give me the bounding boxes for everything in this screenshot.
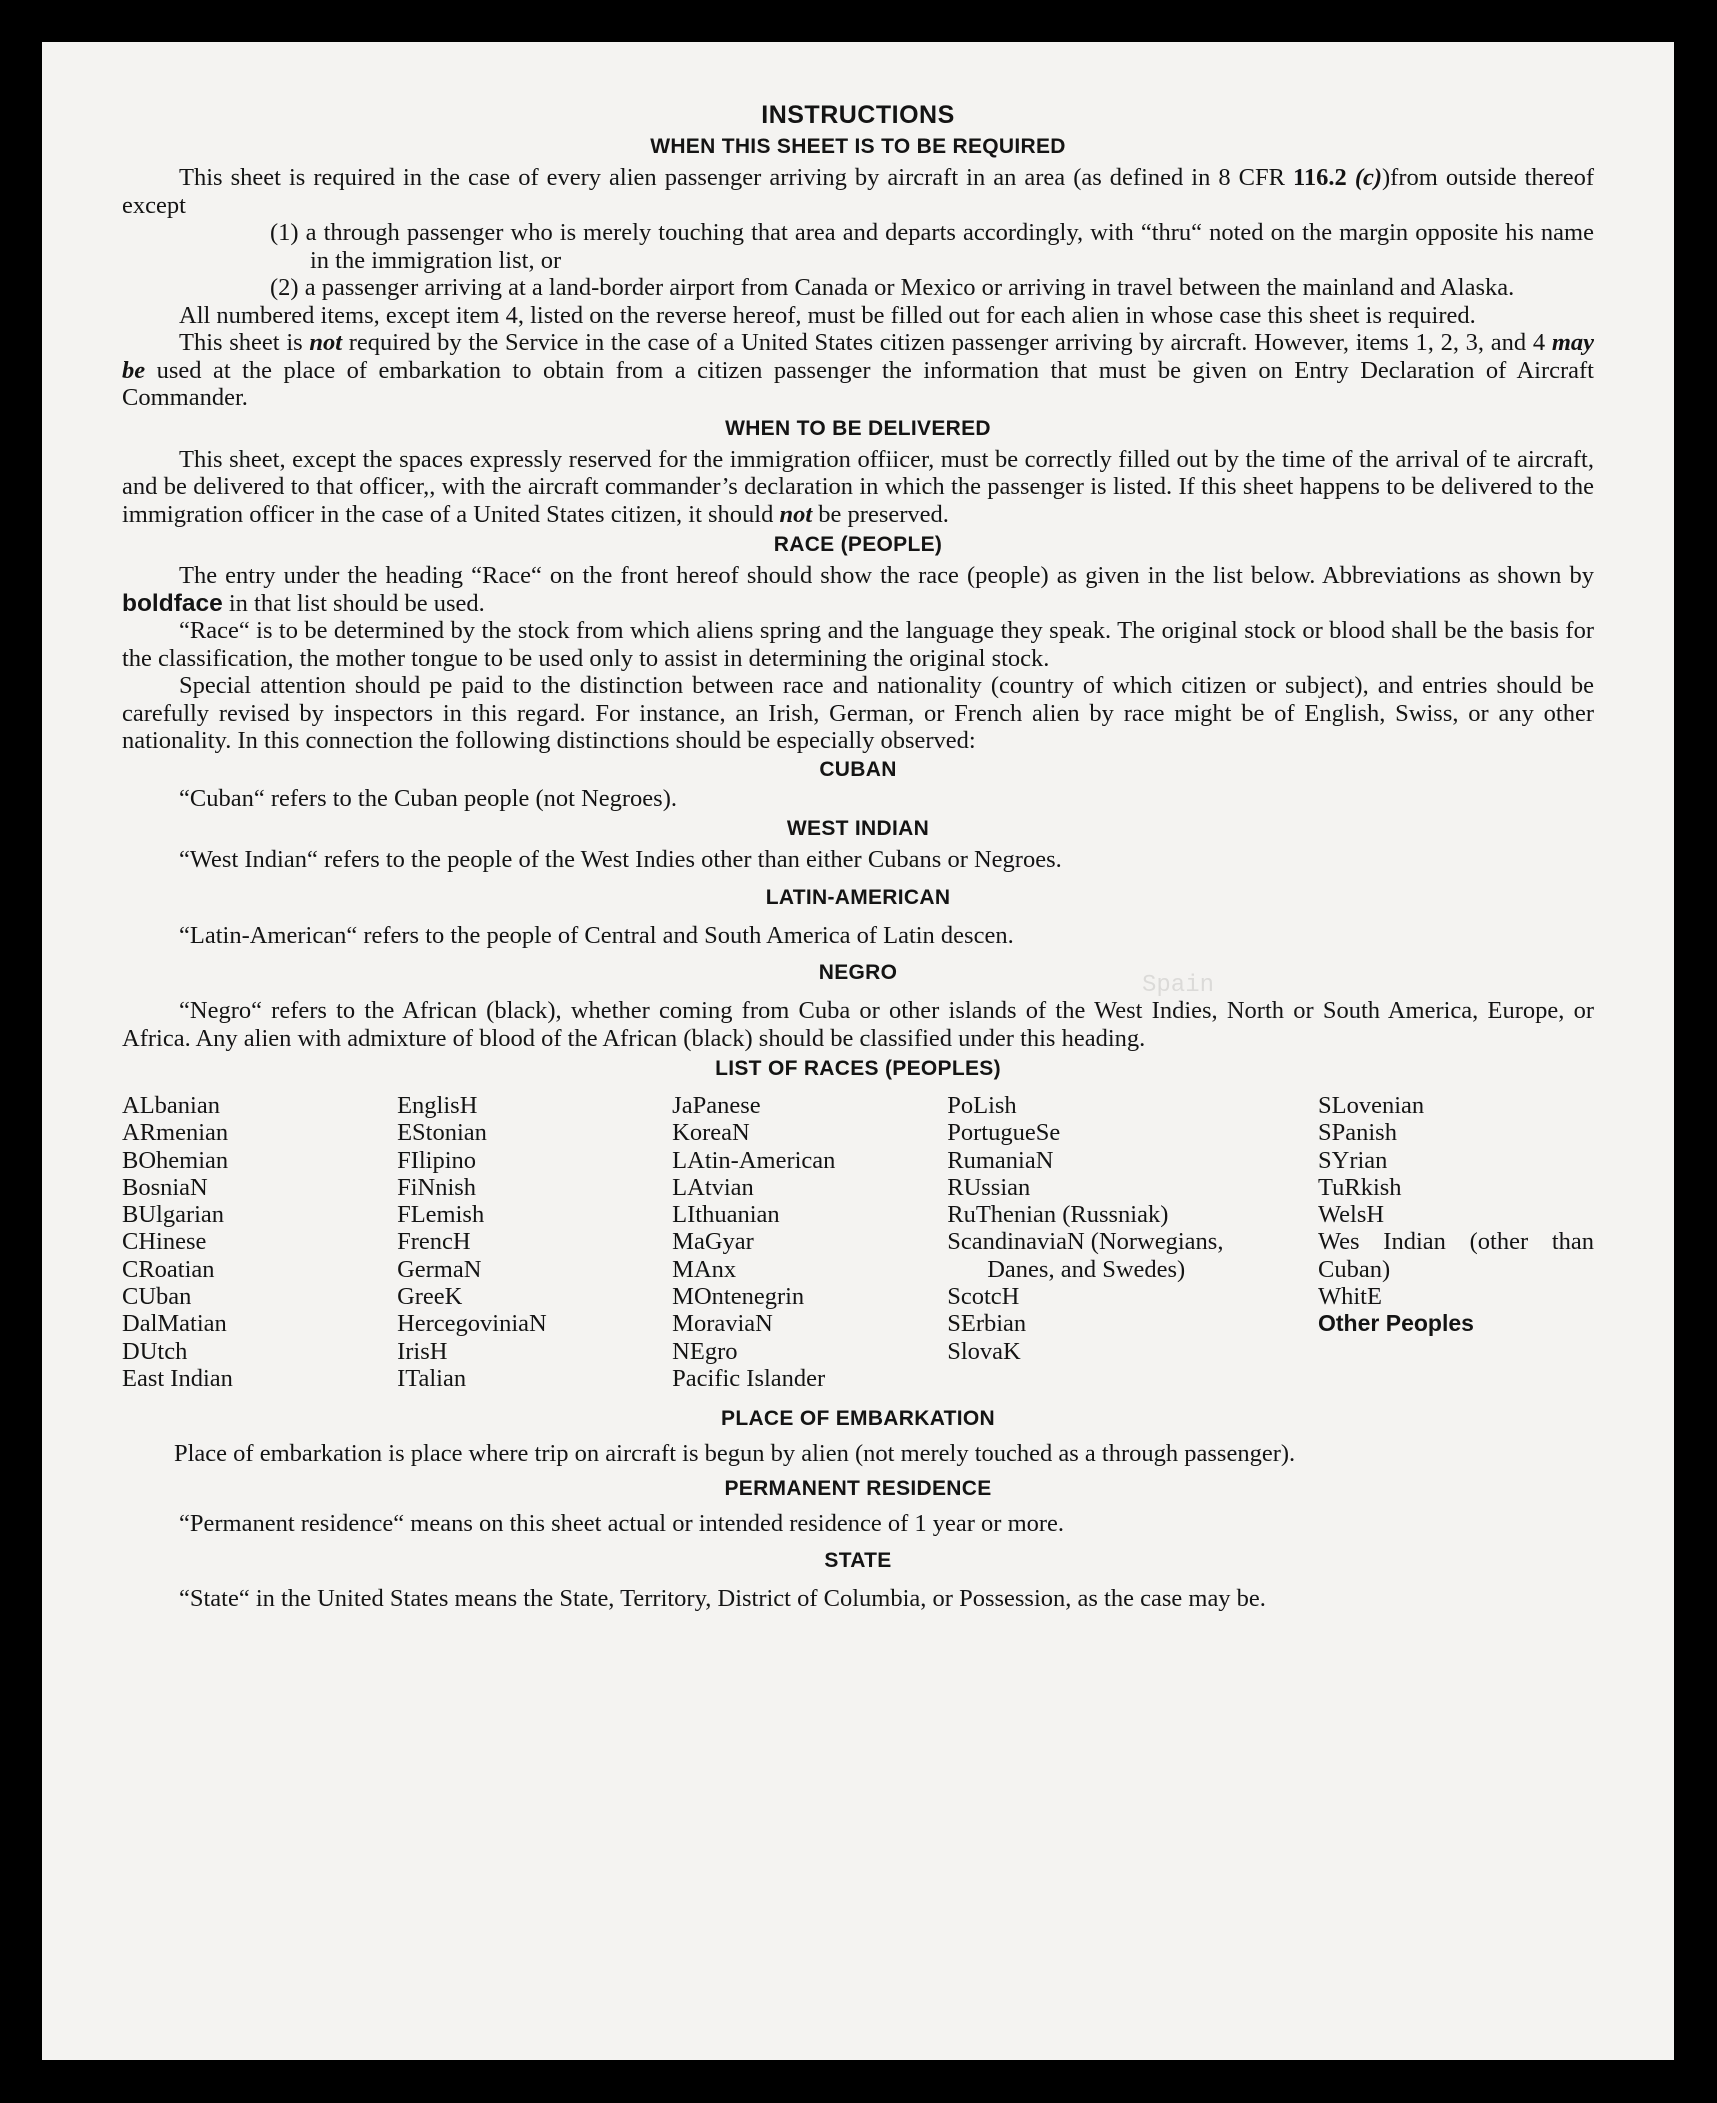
race-entry: CHinese bbox=[122, 1228, 207, 1256]
race-entry: CRoatian bbox=[122, 1255, 215, 1283]
race-entry: DalMatian bbox=[122, 1310, 227, 1338]
bleed-through-mark: Spain bbox=[1142, 972, 1215, 999]
race-entry: RUssian bbox=[947, 1173, 1031, 1201]
race-entry: LIthuanian bbox=[672, 1201, 780, 1229]
page-title: INSTRUCTIONS bbox=[761, 101, 955, 129]
race-entry: SYrian bbox=[1318, 1146, 1388, 1174]
list-item: (2) a passenger arriving at a land-border airport from Canada or Mexico or arriving in travel between the mainland and Alaska. bbox=[270, 274, 1515, 301]
heading-cuban: CUBAN bbox=[819, 757, 897, 781]
list-item: (1) a through passenger who is merely touching that area and departs accordingly, with “thru“ noted on the margin opposite his name in the immigration list, or bbox=[270, 219, 1594, 274]
race-entry: EStonian bbox=[397, 1119, 487, 1147]
heading-embarkation: PLACE OF EMBARKATION bbox=[721, 1407, 995, 1431]
race-entry: DUtch bbox=[122, 1337, 188, 1365]
paragraph-negro: “Negro“ refers to the African (black), whether coming from Cuba or other islands of the West Indies, North or South America, Europe, or Africa. Any alien with admixture of blood of the African (black) should be classified under this heading. bbox=[122, 997, 1594, 1052]
races-column-2 bbox=[397, 1092, 672, 1392]
race-entry: IrisH bbox=[397, 1337, 448, 1365]
race-entry: Other Peoples bbox=[1318, 1310, 1474, 1337]
paragraph-west-indian: “West Indian“ refers to the people of the West Indies other than either Cubans or Negroes. bbox=[179, 846, 1062, 873]
paragraph-state: “State“ in the United States means the State, Territory, District of Columbia, or Possession, as the case may be. bbox=[179, 1585, 1266, 1613]
race-entry: HercegoviniaN bbox=[397, 1310, 547, 1338]
race-entry: NEgro bbox=[672, 1337, 738, 1365]
heading-west-indian: WEST INDIAN bbox=[786, 817, 930, 840]
race-entry: MAnx bbox=[672, 1255, 737, 1283]
race-entry: PortugueSe bbox=[947, 1119, 1061, 1147]
race-entry: GermaN bbox=[397, 1255, 482, 1283]
races-column-5 bbox=[1318, 1092, 1594, 1392]
race-entry: SErbian bbox=[947, 1310, 1027, 1338]
paragraph-when-required: This sheet is required in the case of every alien passenger arriving by aircraft in an area (as defined in 8 CFR 116.2 (c))from outside thereof except bbox=[122, 164, 1594, 219]
race-entry: ALbanian bbox=[122, 1092, 220, 1119]
race-entry: ScandinaviaN (Norwegians, Danes, and Swedes) bbox=[947, 1228, 1224, 1283]
race-entry: ScotcH bbox=[947, 1283, 1020, 1311]
race-entry: FIlipino bbox=[397, 1146, 477, 1174]
race-entry: LAtin-American bbox=[672, 1146, 836, 1174]
race-entry: ITalian bbox=[397, 1364, 467, 1392]
instruction-sheet bbox=[42, 42, 1674, 2060]
paragraph-residence: “Permanent residence“ means on this sheet actual or intended residence of 1 year or more. bbox=[179, 1509, 1065, 1537]
heading-when-delivered: WHEN TO BE DELIVERED bbox=[725, 416, 991, 440]
race-entry: BUlgarian bbox=[122, 1201, 225, 1229]
races-column-4 bbox=[947, 1092, 1318, 1392]
paragraph-cuban: “Cuban“ refers to the Cuban people (not Negroes). bbox=[179, 784, 677, 812]
paragraph-numbered-items: All numbered items, except item 4, listed on the reverse hereof, must be filled out for each alien in whose case this sheet is required. bbox=[179, 301, 1476, 329]
race-entry: FiNnish bbox=[397, 1173, 477, 1201]
race-entry: LAtvian bbox=[672, 1173, 754, 1201]
race-entry: KoreaN bbox=[672, 1119, 750, 1147]
race-entry: JaPanese bbox=[672, 1092, 761, 1119]
race-entry: CUban bbox=[122, 1283, 192, 1311]
exception-list bbox=[270, 219, 1594, 302]
race-entry: SLovenian bbox=[1318, 1092, 1425, 1119]
race-entry: WhitE bbox=[1318, 1283, 1382, 1311]
race-entry: SlovaK bbox=[947, 1337, 1021, 1365]
heading-race: RACE (PEOPLE) bbox=[773, 533, 943, 556]
race-entry: RuThenian (Russniak) bbox=[947, 1201, 1169, 1229]
race-entry: BosniaN bbox=[122, 1173, 208, 1201]
heading-residence: PERMANENT RESIDENCE bbox=[724, 1476, 992, 1500]
race-entry: Wes Indian (other than Cuban) bbox=[1318, 1228, 1594, 1283]
race-entry: FrencH bbox=[397, 1228, 471, 1256]
heading-when-required: WHEN THIS SHEET IS TO BE REQUIRED bbox=[650, 135, 1066, 158]
paragraph-latin-american: “Latin-American“ refers to the people of Central and South America of Latin descen. bbox=[179, 921, 1014, 949]
race-entry: MaGyar bbox=[672, 1228, 754, 1256]
race-entry: BOhemian bbox=[122, 1146, 229, 1174]
heading-races-list: LIST OF RACES (PEOPLES) bbox=[715, 1057, 1001, 1080]
paragraph-citizen: This sheet is not required by the Service in the case of a United States citizen passenger arriving by aircraft. However, items 1, 2, 3, and 4 may be used at the place of embarkation to obtain from a citizen passenger the information that must be given on Entry Declaration of Aircraft Commander. bbox=[122, 329, 1594, 411]
race-entry: TuRkish bbox=[1318, 1173, 1402, 1201]
paragraph-race-stock: “Race“ is to be determined by the stock from which aliens spring and the language they speak. The original stock or blood shall be the basis for the classification, the mother tongue to be used only to assist in determining the original stock. bbox=[122, 617, 1594, 672]
heading-latin-american: LATIN-AMERICAN bbox=[765, 885, 951, 909]
heading-state: STATE bbox=[824, 1549, 892, 1573]
race-entry: EnglisH bbox=[397, 1092, 478, 1119]
paragraph-race-entry: The entry under the heading “Race“ on the front hereof should show the race (people) as given in the list below. Abbreviations as shown by boldface in that list should be used. bbox=[122, 562, 1594, 617]
race-entry: East Indian bbox=[122, 1364, 233, 1392]
race-entry: WelsH bbox=[1318, 1201, 1385, 1229]
paragraph-when-delivered: This sheet, except the spaces expressly reserved for the immigration offiicer, must be correctly filled out by the time of the arrival of te aircraft, and be delivered to that officer,, with the aircraft commander’s declaration in which the passenger is listed. If this sheet happens to be delivered to the immigration officer in the case of a United States citizen, it should not be preserved. bbox=[122, 445, 1594, 528]
heading-negro: NEGRO bbox=[818, 961, 898, 984]
race-entry: Pacific Islander bbox=[672, 1364, 826, 1392]
race-entry: GreeK bbox=[397, 1283, 463, 1311]
paragraph-race-nationality: Special attention should pe paid to the distinction between race and nationality (country of which citizen or subject), and entries should be carefully revised by inspectors in this regard. For instance, an Irish, German, or French alien by race might be of English, Swiss, or any other nationality. In this connection the following distinctions should be especially observed: bbox=[122, 672, 1594, 754]
race-entry: SPanish bbox=[1318, 1119, 1397, 1147]
races-column-3 bbox=[672, 1092, 947, 1392]
races-list bbox=[122, 1092, 1594, 1392]
race-entry: MOntenegrin bbox=[672, 1283, 805, 1311]
races-column-1 bbox=[122, 1092, 397, 1392]
race-entry: ARmenian bbox=[122, 1119, 229, 1147]
paragraph-embarkation: Place of embarkation is place where trip on aircraft is begun by alien (not merely touched as a through passenger). bbox=[174, 1440, 1296, 1468]
race-entry: RumaniaN bbox=[947, 1146, 1054, 1174]
race-entry: PoLish bbox=[947, 1092, 1017, 1119]
race-entry: MoraviaN bbox=[672, 1310, 773, 1338]
race-entry: FLemish bbox=[397, 1201, 485, 1229]
